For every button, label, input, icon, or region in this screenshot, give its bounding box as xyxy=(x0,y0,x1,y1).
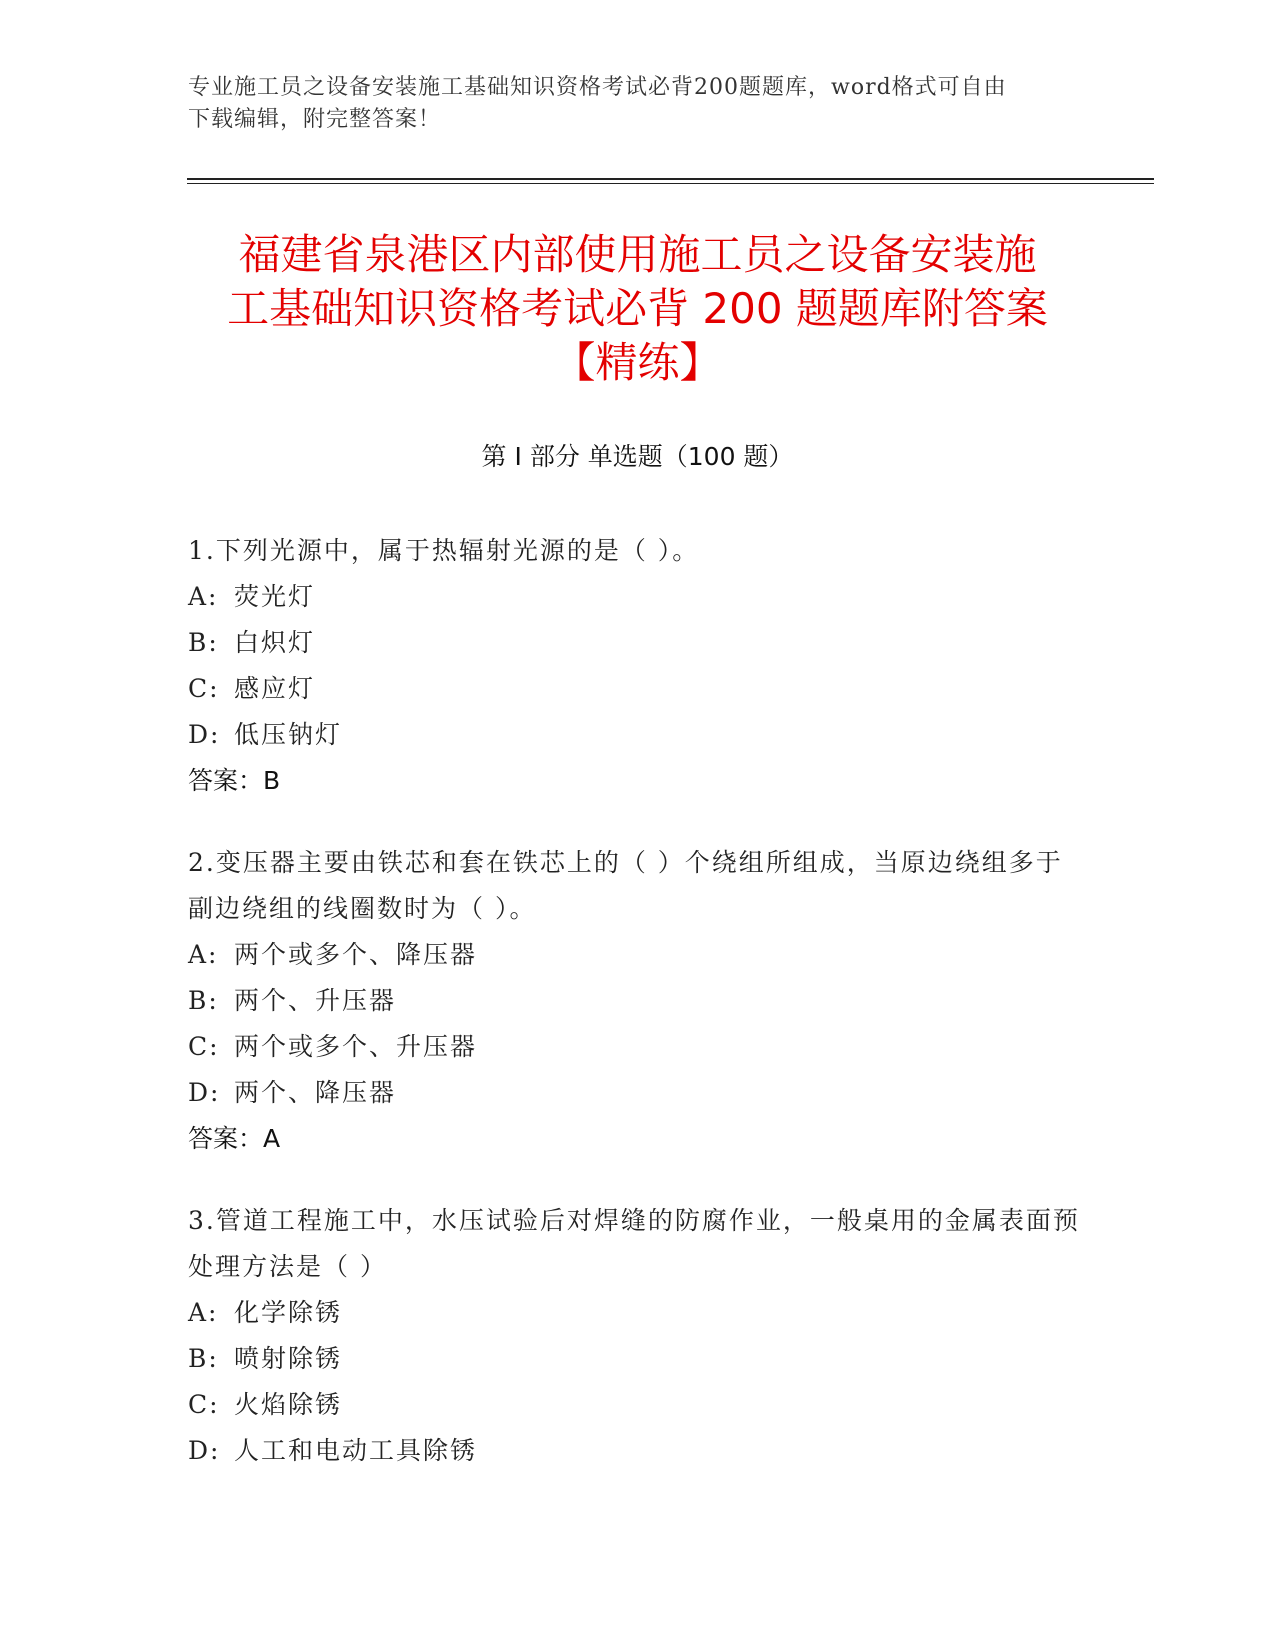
option-label: A: xyxy=(188,940,219,969)
option-label: A: xyxy=(188,1298,219,1327)
page-header xyxy=(188,72,1088,136)
option-text: 化学除锈 xyxy=(234,1298,343,1327)
option-label: D: xyxy=(188,1436,221,1465)
header-line-1: 专业施工员之设备安装施工基础知识资格考试必背200题题库，word格式可自由 xyxy=(188,75,1007,100)
option-a xyxy=(188,574,1088,620)
question-item xyxy=(188,840,1088,1162)
option-label: C: xyxy=(188,1032,220,1061)
option-c xyxy=(188,666,1088,712)
header-rule-thin xyxy=(187,183,1154,184)
option-label: B: xyxy=(188,628,219,657)
question-list xyxy=(188,528,1088,1510)
option-a xyxy=(188,1290,1088,1336)
document-title xyxy=(180,228,1095,390)
option-d xyxy=(188,1070,1088,1116)
question-item xyxy=(188,1198,1088,1474)
option-text: 荧光灯 xyxy=(234,582,316,611)
option-label: C: xyxy=(188,674,220,703)
option-text: 白炽灯 xyxy=(234,628,316,657)
option-label: D: xyxy=(188,720,221,749)
option-text: 两个或多个、降压器 xyxy=(234,940,478,969)
option-label: B: xyxy=(188,1344,219,1373)
option-c xyxy=(188,1382,1088,1428)
question-stem: 2.变压器主要由铁芯和套在铁芯上的（ ）个绕组所组成，当原边绕组多于副边绕组的线圈数时为（ ）。 xyxy=(188,848,1063,923)
option-text: 两个或多个、升压器 xyxy=(234,1032,478,1061)
option-text: 低压钠灯 xyxy=(234,720,343,749)
header-rule-thick xyxy=(187,178,1154,180)
option-text: 人工和电动工具除锈 xyxy=(234,1436,478,1465)
option-label: D: xyxy=(188,1078,221,1107)
option-label: C: xyxy=(188,1390,220,1419)
title-line-1: 福建省泉港区内部使用施工员之设备安装施 xyxy=(238,230,1037,279)
question-stem: 1.下列光源中，属于热辐射光源的是（ ）。 xyxy=(188,536,700,565)
question-stem: 3.管道工程施工中，水压试验后对焊缝的防腐作业，一般桌用的金属表面预处理方法是（ ） xyxy=(188,1206,1080,1281)
option-b xyxy=(188,1336,1088,1382)
header-line-2: 下载编辑，附完整答案！ xyxy=(188,107,442,132)
option-c xyxy=(188,1024,1088,1070)
option-text: 喷射除锈 xyxy=(234,1344,343,1373)
option-b xyxy=(188,978,1088,1024)
title-line-3: 【精练】 xyxy=(553,338,722,387)
option-d xyxy=(188,712,1088,758)
section-heading: 第 I 部分 单选题（100 题） xyxy=(481,442,794,471)
option-b xyxy=(188,620,1088,666)
option-d xyxy=(188,1428,1088,1474)
answer: 答案：B xyxy=(188,766,281,795)
option-label: A: xyxy=(188,582,219,611)
option-text: 两个、降压器 xyxy=(234,1078,397,1107)
question-item xyxy=(188,528,1088,804)
answer: 答案：A xyxy=(188,1124,281,1153)
option-text: 火焰除锈 xyxy=(234,1390,343,1419)
option-a xyxy=(188,932,1088,978)
option-text: 感应灯 xyxy=(234,674,316,703)
option-label: B: xyxy=(188,986,219,1015)
title-line-2: 工基础知识资格考试必背 200 题题库附答案 xyxy=(227,284,1048,333)
option-text: 两个、升压器 xyxy=(234,986,397,1015)
